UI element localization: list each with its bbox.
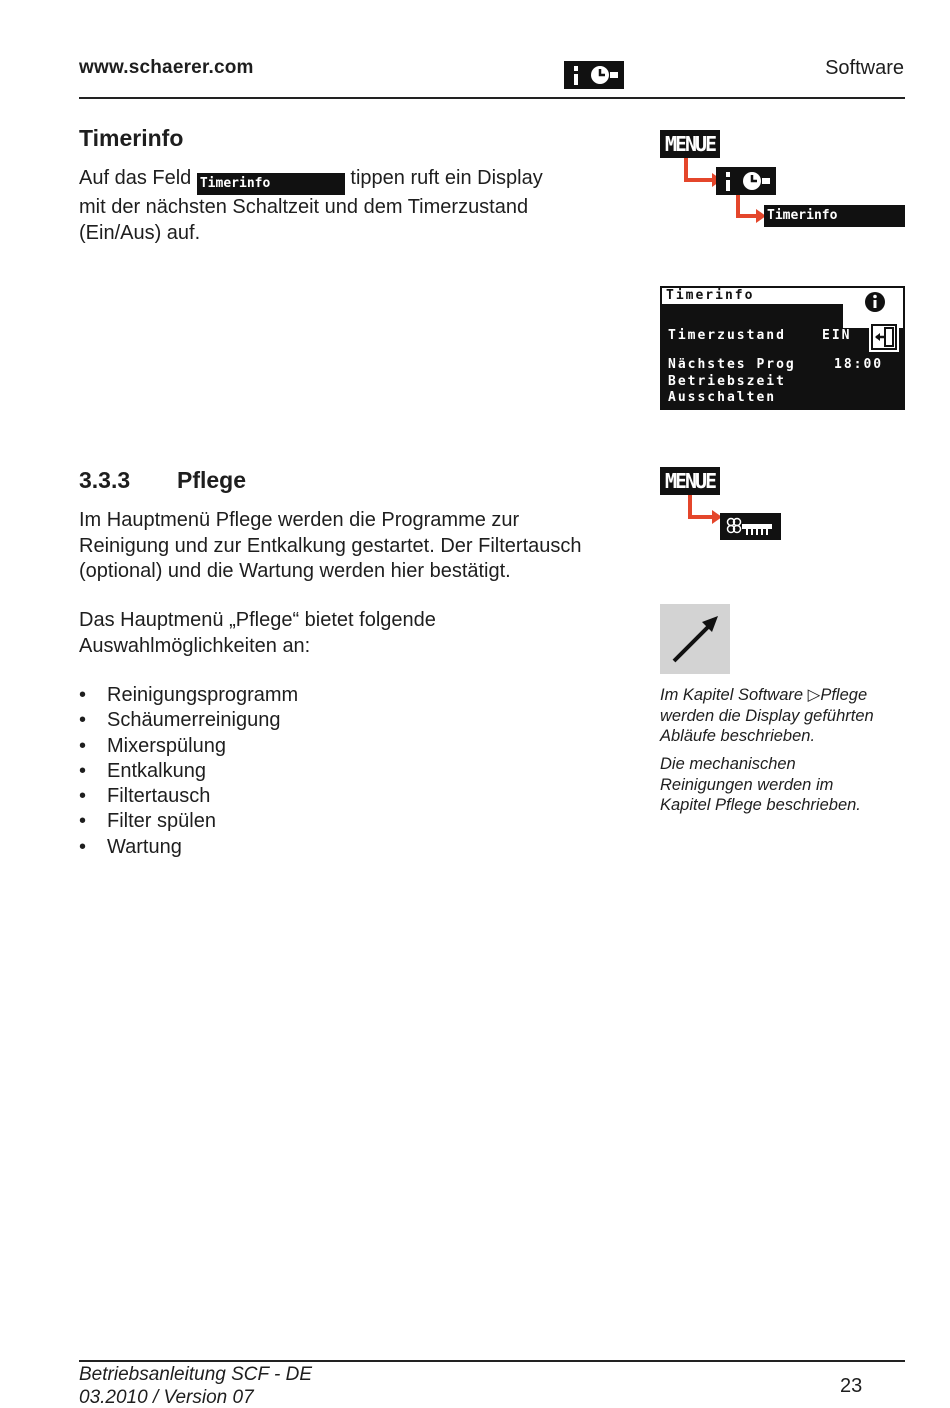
pflege-paragraph-1: [79, 508, 639, 585]
pflege-number: 3.3.3: [79, 467, 131, 493]
display-row1-value: EIN: [822, 328, 852, 343]
note1-line3: Abläufe beschrieben.: [660, 727, 816, 745]
note2-line2: Reinigungen werden im: [660, 775, 834, 794]
display-row1-label: Timerzustand: [668, 328, 786, 343]
list-item: • Schäumerreinigung: [79, 708, 298, 733]
display-row2-value: 18:00: [834, 357, 884, 372]
timerinfo-line2: mit der nächsten Schaltzeit und dem Timerzustand: [79, 196, 529, 218]
display-body: [662, 304, 903, 408]
footer-title: Betriebsanleitung SCF - DE: [79, 1364, 313, 1385]
timerinfo-field: Timerinfo: [197, 173, 345, 195]
note1-line1: Im Kapitel Software ▷Pflege: [660, 686, 868, 704]
menu-badge: MENUE: [660, 467, 720, 495]
switch-clock-icon: [564, 61, 624, 89]
timerinfo-heading: Timerinfo: [79, 125, 184, 151]
timerinfo-display: [660, 286, 905, 410]
info-icon: [863, 290, 887, 314]
list-item: • Wartung: [79, 835, 298, 860]
switch-clock-icon: [716, 167, 776, 195]
list-item: • Mixerspülung: [79, 734, 298, 759]
footer-version: 03.2010 / Version 07: [79, 1387, 254, 1408]
header-rule: [79, 97, 905, 99]
list-item: • Filtertausch: [79, 784, 298, 809]
timerinfo-target-label: Timerinfo: [764, 205, 905, 227]
note2-line1: Die mechanischen: [660, 755, 796, 773]
pflege-heading: Pflege: [177, 467, 247, 493]
timerinfo-text-after: tippen ruft ein Display: [350, 167, 543, 189]
footer-rule: [79, 1360, 905, 1362]
note-software: [660, 685, 874, 747]
timerinfo-text-before: Auf das Feld: [79, 167, 192, 189]
display-title: Timerinfo: [666, 288, 755, 303]
back-icon: [869, 322, 899, 352]
site-url: www.schaerer.com: [79, 57, 254, 78]
section-name: Software: [825, 57, 904, 79]
list-item: • Reinigungsprogramm: [79, 683, 298, 708]
list-item: • Entkalkung: [79, 759, 298, 784]
pflege-p1-line1: Im Hauptmenü Pflege werden die Programme zur: [79, 509, 520, 531]
timerinfo-line3: (Ein/Aus) auf.: [79, 221, 201, 244]
care-brush-icon: [720, 513, 781, 540]
pflege-p1-line3: (optional) und die Wartung werden hier bestätigt.: [79, 560, 511, 582]
tool-arrow-icon: [660, 604, 730, 674]
pflege-p2-line2: Auswahlmöglichkeiten an:: [79, 634, 311, 657]
menu-badge: MENUE: [660, 130, 720, 158]
display-row4-label: Ausschalten: [668, 390, 777, 405]
pflege-p1-line2: Reinigung und zur Entkalkung gestartet. Der Filtertausch: [79, 534, 582, 557]
note1-line2: werden die Display geführten: [660, 706, 874, 725]
pflege-paragraph-2: [79, 608, 639, 659]
display-row3-label: Betriebszeit: [668, 374, 786, 389]
display-row2-label: Nächstes Prog: [668, 357, 796, 372]
list-item: • Filter spülen: [79, 809, 298, 834]
note2-line3: Kapitel Pflege beschrieben.: [660, 796, 861, 814]
pflege-p2-line1: Das Hauptmenü „Pflege“ bietet folgende: [79, 609, 436, 631]
pflege-options-list: [79, 683, 298, 860]
timerinfo-paragraph: [79, 166, 639, 246]
note-mechanical: [660, 754, 861, 816]
page-number: 23: [840, 1375, 863, 1397]
